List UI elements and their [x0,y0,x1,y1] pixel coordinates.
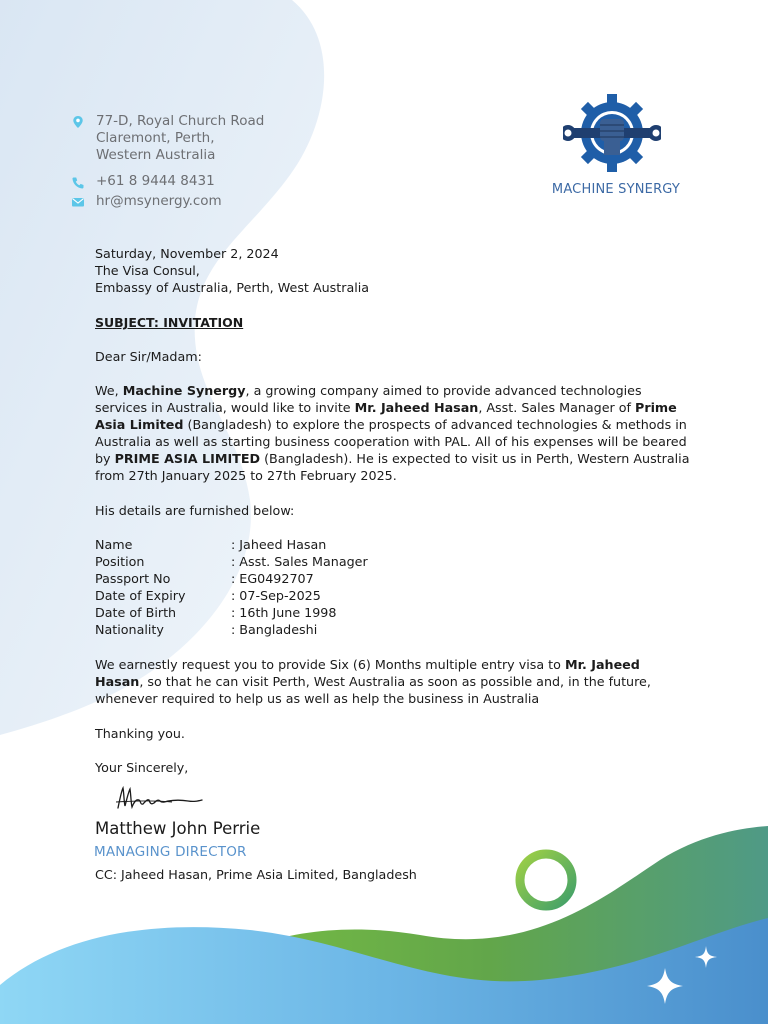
detail-value: : Asst. Sales Manager [231,554,368,569]
paragraph-invitation [95,382,690,484]
company-name: MACHINE SYNERGY [551,182,681,197]
recipient-line-2: Embassy of Australia, Perth, West Australia [95,280,370,295]
p1-invitee-name: Mr. Jaheed Hasan [354,400,479,415]
detail-value: : 07-Sep-2025 [231,588,321,603]
p1-text-1: We, [95,383,123,398]
paragraph-request [95,656,690,707]
p1-employer-name: Prime Asia Limited [95,400,677,432]
p1-employer-caps: PRIME ASIA LIMITED [114,451,261,466]
address-line-2: Claremont, Perth, [96,130,215,146]
detail-value: : Bangladeshi [231,622,318,637]
p2-text-2: , so that he can visit Perth, West Australia as soon as possible and, in the future, whenever required to help us as well as help the business in Australia [95,674,651,706]
detail-value: : 16th June 1998 [231,605,337,620]
address-line-1: 77-D, Royal Church Road [96,113,265,129]
detail-value: : Jaheed Hasan [231,537,327,552]
detail-label: Date of Birth [95,605,177,620]
detail-label: Date of Expiry [95,588,186,603]
letter-header [95,245,695,296]
salutation: Dear Sir/Madam: [95,349,202,364]
p1-company-name: Machine Synergy [122,383,246,398]
signer-title: MANAGING DIRECTOR [94,844,247,860]
detail-row-birth [95,604,336,621]
handwritten-signature [112,784,204,814]
address-block [96,113,264,164]
p1-text-4: (Bangladesh) to explore the prospects of advanced technologies & methods in Australia as well as starting business cooperation with PAL. All of his expenses will be beared by [95,417,687,466]
detail-row-nationality [95,621,317,638]
letter-date: Saturday, November 2, 2024 [95,246,279,261]
recipient-line-1: The Visa Consul, [95,263,200,278]
p1-text-2: , a growing company aimed to provide advanced technologies services in Australia, would like to invite [95,383,642,415]
p1-text-3: , Asst. Sales Manager of [478,400,636,415]
detail-row-position [95,553,368,570]
phone-icon [71,176,85,190]
signer-name: Matthew John Perrie [95,819,261,838]
detail-row-expiry [95,587,321,604]
p2-text-1: We earnestly request you to provide Six (6) Months multiple entry visa to [95,657,565,672]
detail-label: Name [95,537,133,552]
detail-label: Passport No [95,571,171,586]
p1-text-5: (Bangladesh). He is expected to visit us in Perth, Western Australia from 27th January 2025 to 27th February 2025. [95,451,690,483]
detail-row-passport [95,570,314,587]
p2-invitee-name: Mr. Jaheed Hasan [95,657,640,689]
detail-label: Nationality [95,622,164,637]
detail-value: : EG0492707 [231,571,314,586]
email-icon [71,195,85,209]
thanks-line: Thanking you. [95,726,185,741]
decorative-ring [520,854,572,906]
address-line-3: Western Australia [96,147,216,163]
email-address[interactable]: hr@msynergy.com [96,193,222,209]
company-logo [563,94,661,172]
location-pin-icon [71,115,85,129]
detail-row-name [95,536,326,553]
detail-label: Position [95,554,145,569]
phone-number[interactable]: +61 8 9444 8431 [96,173,215,189]
cc-line: CC: Jaheed Hasan, Prime Asia Limited, Bangladesh [95,867,417,882]
closing-line: Your Sincerely, [95,760,189,775]
letter-subject: SUBJECT: INVITATION [95,315,244,330]
details-intro: His details are furnished below: [95,503,295,518]
